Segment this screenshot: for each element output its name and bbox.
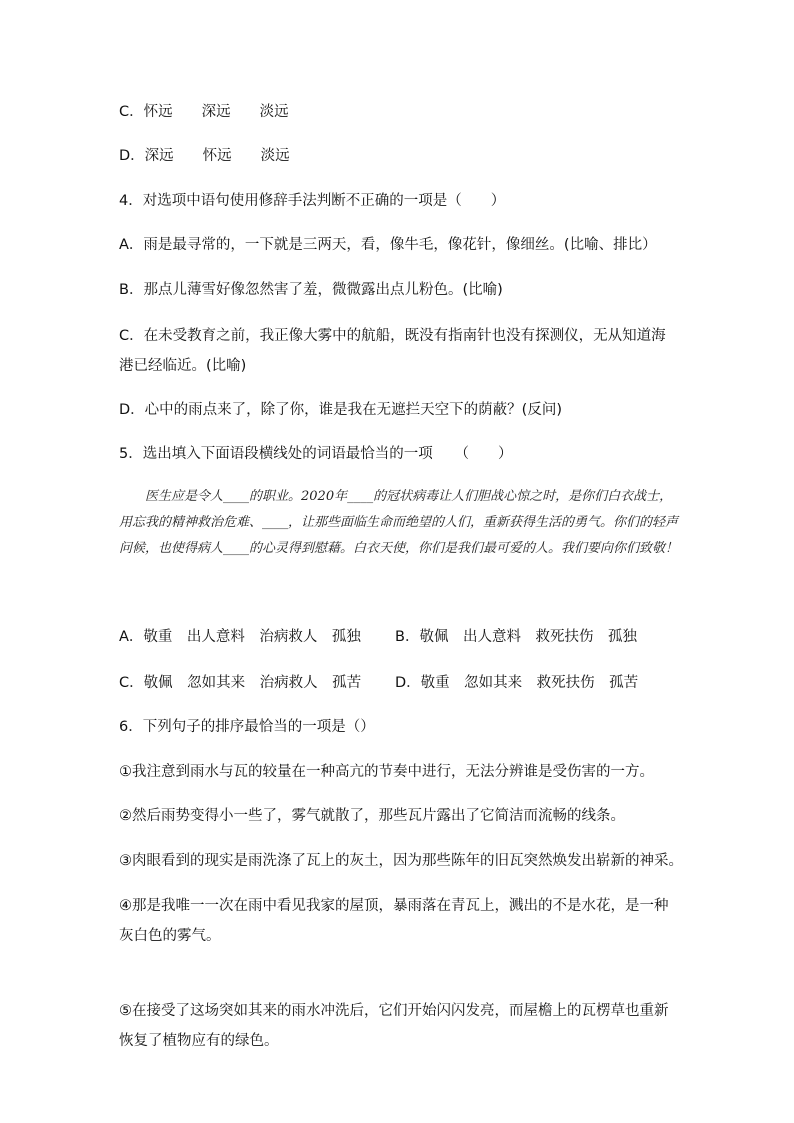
- q6-sentence-4: ④那是我唯一一次在雨中看见我家的屋顶，暴雨落在青瓦上，溅出的不是水花，是一种灰白色的雾气。: [119, 898, 669, 944]
- q6-stem: 6．下列句子的排序最恰当的一项是（）: [119, 719, 375, 735]
- q5-option-b: B．敬佩 出人意料 救死扶伤 孤独: [395, 629, 637, 645]
- q4-stem: 4．对选项中语句使用修辞手法判断不正确的一项是（ ）: [119, 193, 506, 209]
- q6-sentence-3: ③肉眼看到的现实是雨洗涤了瓦上的灰土，因为那些陈年的旧瓦突然焕发出崭新的神采。: [119, 853, 683, 869]
- q5-passage: 医生应是令人____的职业。2020年____的冠状病毒让人们胆战心惊之时，是你们白衣战士，用忘我的精神救治危难、____，让那些面临生命而绝望的人们，重新获得生活的勇气。你们的轻声问候，也使得病人____的心灵得到慰藉。白衣天使，你们是我们最可爱的人。我们要向你们致敬！: [119, 489, 679, 556]
- q4-option-c: C．在未受教育之前，我正像大雾中的航船，既没有指南针也没有探测仪，无从知道海港已经临近。(比喻): [119, 328, 666, 374]
- q5-stem: 5．选出填入下面语段横线处的词语最恰当的一项 （ ）: [119, 446, 513, 462]
- q4-option-d: D．心中的雨点来了，除了你，谁是我在无遮拦天空下的荫蔽？(反问): [119, 402, 562, 418]
- q3-option-c: C．怀远 深远 淡远: [119, 104, 289, 120]
- q6-sentence-1: ①我注意到雨水与瓦的较量在一种高亢的节奏中进行，无法分辨谁是受伤害的一方。: [119, 764, 654, 780]
- q6-sentence-5: ⑤在接受了这场突如其来的雨水冲洗后，它们开始闪闪发亮，而屋檐上的瓦楞草也重新恢复了植物应有的绿色。: [119, 1003, 669, 1049]
- q4-option-b: B．那点儿薄雪好像忽然害了羞，微微露出点儿粉色。(比喻): [119, 282, 503, 298]
- q6-sentence-2: ②然后雨势变得小一些了，雾气就散了，那些瓦片露出了它简洁而流畅的线条。: [119, 808, 625, 824]
- q5-options-row-1: [119, 627, 679, 647]
- q4-option-a: A．雨是最寻常的，一下就是三两天，看，像牛毛，像花针，像细丝。(比喻、排比）: [119, 237, 657, 253]
- q5-option-c: C．敬佩 忽如其来 治病救人 孤苦: [119, 675, 362, 691]
- q5-options-row-2: [119, 673, 679, 693]
- q3-option-d: D．深远 怀远 淡远: [119, 148, 290, 164]
- q5-option-a: A．敬重 出人意料 治病救人 孤独: [119, 629, 361, 645]
- q5-option-d: D．敬重 忽如其来 救死扶伤 孤苦: [395, 675, 639, 691]
